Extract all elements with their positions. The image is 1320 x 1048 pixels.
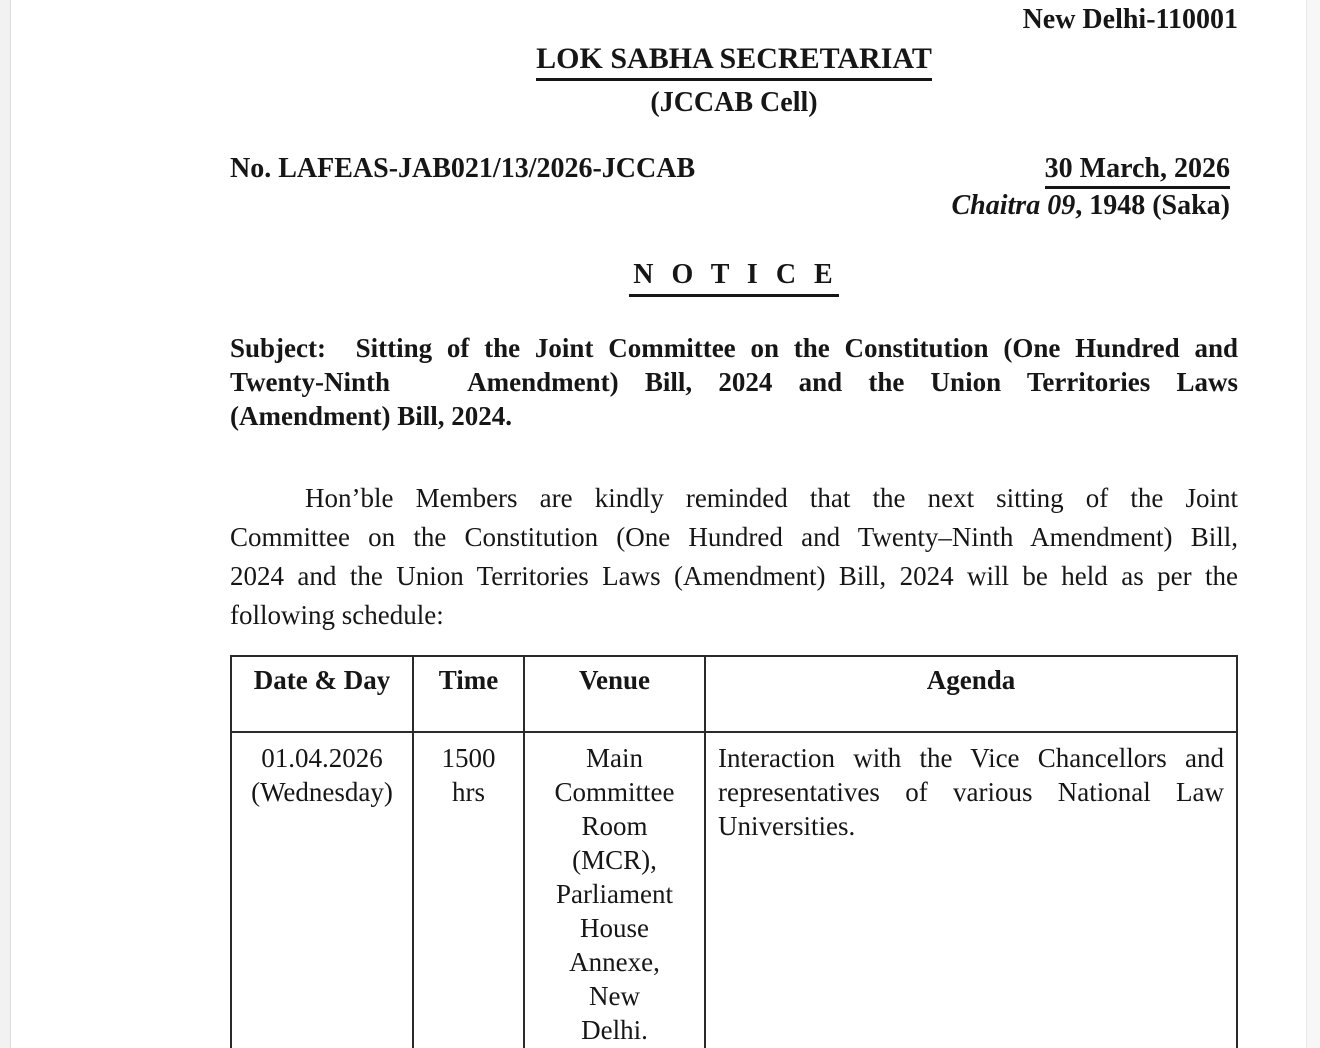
body-paragraph [230, 479, 1238, 635]
cell-time: 1500 hrs [413, 732, 524, 1048]
body-line: following schedule: [230, 600, 444, 630]
cell-date-day: 01.04.2026 (Wednesday) [231, 732, 413, 1048]
subject-line: Twenty-Ninth Amendment) Bill, 2024 and the Union Territories Laws [230, 367, 1238, 397]
cell-venue: Main Committee Room (MCR), Parliament House Annexe, New Delhi. [524, 732, 705, 1048]
subject-line: Subject: Sitting of the Joint Committee on the Constitution (One Hundred and [230, 333, 1238, 363]
address-line: New Delhi-110001 [1022, 4, 1238, 35]
org-title-text: LOK SABHA SECRETARIAT [536, 42, 932, 81]
document [230, 0, 1238, 1048]
date-gregorian-text: 30 March, 2026 [1045, 153, 1230, 189]
date-saka-rest: , 1948 (Saka) [1075, 190, 1230, 221]
header-venue: Venue [524, 656, 705, 732]
header-agenda: Agenda [705, 656, 1237, 732]
reference-number: No. LAFEAS-JAB021/13/2026-JCCAB [230, 153, 696, 184]
header-time: Time [413, 656, 524, 732]
header-date-day: Date & Day [231, 656, 413, 732]
body-line: Committee on the Constitution (One Hundred and Twenty–Ninth Amendment) Bill, [230, 522, 1238, 552]
date-saka [952, 189, 1231, 223]
date-saka-italic: Chaitra 09 [951, 190, 1076, 221]
date-block [952, 153, 1239, 223]
date-gregorian [952, 153, 1231, 189]
reference-row [230, 153, 1238, 223]
notice-heading [230, 259, 1238, 297]
body-line: Hon’ble Members are kindly reminded that the next sitting of the Joint [305, 483, 1238, 513]
scan-edge-right [1306, 0, 1320, 1048]
body-line: 2024 and the Union Territories Laws (Amendment) Bill, 2024 will be held as per the [230, 561, 1238, 591]
org-subtitle: (JCCAB Cell) [650, 87, 818, 118]
subject-line: (Amendment) Bill, 2024. [230, 401, 512, 431]
notice-heading-text: N O T I C E [629, 259, 838, 297]
schedule-table [230, 655, 1238, 1048]
cell-agenda: Interaction with the Vice Chancellors and representatives of various National Law Universities. [705, 732, 1237, 1048]
org-title [230, 42, 1238, 81]
table-header-row [231, 656, 1237, 732]
table-row [231, 732, 1237, 1048]
scan-edge-left [0, 0, 11, 1048]
subject-block [230, 331, 1238, 433]
